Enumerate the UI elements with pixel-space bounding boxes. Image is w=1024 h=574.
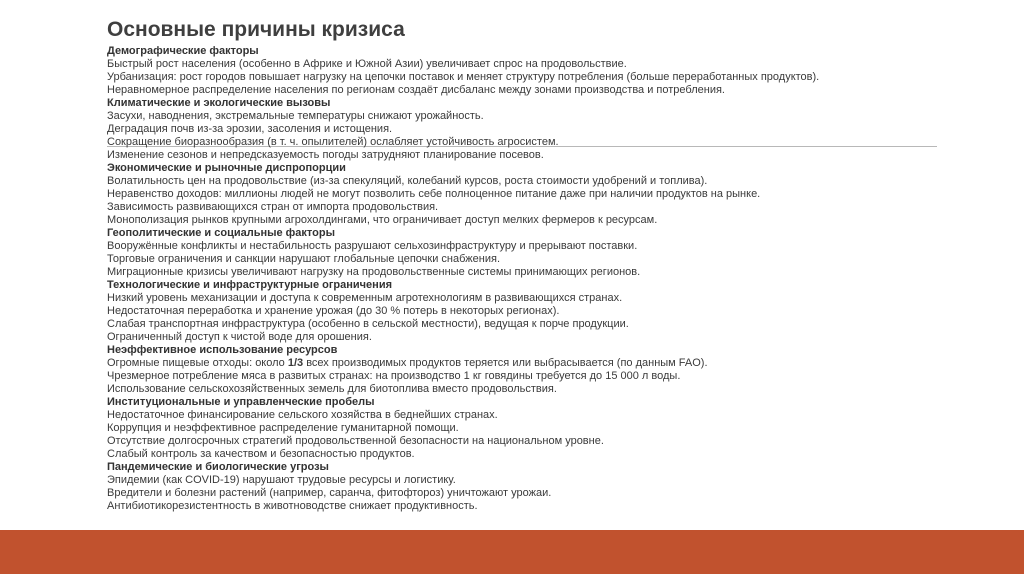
text-segment: Недостаточная переработка и хранение урожая (до 30 % потерь в некоторых регионах). xyxy=(107,305,560,317)
bullet-text xyxy=(107,136,947,149)
slide-body xyxy=(107,45,947,513)
section-heading: Экономические и рыночные диспропорции xyxy=(107,162,346,174)
text-segment: Эпидемии (как COVID-19) нарушают трудовые ресурсы и логистику. xyxy=(107,474,456,486)
bullet-text xyxy=(107,266,947,279)
text-segment: Неравномерное распределение населения по регионам создаёт дисбаланс между зонами производства и потребления. xyxy=(107,84,725,96)
bullet-text xyxy=(107,214,947,227)
section-heading: Неэффективное использование ресурсов xyxy=(107,344,338,356)
section-heading: Демографические факторы xyxy=(107,45,259,57)
bullet-text xyxy=(107,370,947,383)
slide-title: Основные причины кризиса xyxy=(107,18,405,41)
bullet-text xyxy=(107,487,947,500)
bullet-text xyxy=(107,123,947,136)
bullet-text xyxy=(107,357,947,370)
bullet-text xyxy=(107,58,947,71)
bullet-text xyxy=(107,188,947,201)
bullet-text xyxy=(107,422,947,435)
bullet-text xyxy=(107,448,947,461)
bullet-text xyxy=(107,240,947,253)
bullet-text xyxy=(107,435,947,448)
text-segment: Коррупция и неэффективное распределение гуманитарной помощи. xyxy=(107,422,459,434)
bullet-text xyxy=(107,383,947,396)
text-segment: Монополизация рынков крупными агрохолдингами, что ограничивает доступ мелких фермеров к ресурсам. xyxy=(107,214,658,226)
text-segment: Отсутствие долгосрочных стратегий продовольственной безопасности на национальном уровне. xyxy=(107,435,604,447)
text-segment: Засухи, наводнения, экстремальные температуры снижают урожайность. xyxy=(107,110,484,122)
text-segment: Недостаточное финансирование сельского хозяйства в беднейших странах. xyxy=(107,409,498,421)
text-segment: Торговые ограничения и санкции нарушают глобальные цепочки снабжения. xyxy=(107,253,501,265)
text-segment: Огромные пищевые отходы: около xyxy=(107,357,288,369)
section-heading: Технологические и инфраструктурные ограничения xyxy=(107,279,393,291)
text-segment: Миграционные кризисы увеличивают нагрузку на продовольственные системы принимающих регионов. xyxy=(107,266,641,278)
text-segment: всех производимых продуктов теряется или выбрасывается (по данным FAO). xyxy=(303,357,708,369)
text-segment: Урбанизация: рост городов повышает нагрузку на цепочки поставок и меняет структуру потребления (больше переработанных продуктов). xyxy=(107,71,820,83)
text-segment: Деградация почв из-за эрозии, засоления и истощения. xyxy=(107,123,393,135)
bullet-text xyxy=(107,305,947,318)
bullet-text xyxy=(107,331,947,344)
text-segment: Изменение сезонов и непредсказуемость погоды затрудняют планирование посевов. xyxy=(107,149,544,161)
text-segment: Быстрый рост населения (особенно в Африке и Южной Азии) увеличивает спрос на продовольствие. xyxy=(107,58,627,70)
section-heading: Институциональные и управленческие пробелы xyxy=(107,396,375,408)
section-heading: Пандемические и биологические угрозы xyxy=(107,461,329,473)
bullet-text xyxy=(107,318,947,331)
highlighted-value: 1/3 xyxy=(287,357,304,369)
bullet-text xyxy=(107,292,947,305)
text-segment: Слабый контроль за качеством и безопасностью продуктов. xyxy=(107,448,415,460)
text-segment: Зависимость развивающихся стран от импорта продовольствия. xyxy=(107,201,439,213)
text-segment: Антибиотикорезистентность в животноводстве снижает продуктивность. xyxy=(107,500,478,512)
section-heading: Геополитические и социальные факторы xyxy=(107,227,336,239)
bullet-text xyxy=(107,149,947,162)
text-segment: Чрезмерное потребление мяса в развитых странах: на производство 1 кг говядины требуется до 15 000 л воды. xyxy=(107,370,681,382)
text-segment: Ограниченный доступ к чистой воде для орошения. xyxy=(107,331,372,343)
text-segment: Низкий уровень механизации и доступа к современным агротехнологиям в развивающихся странах. xyxy=(107,292,623,304)
bullet-text xyxy=(107,474,947,487)
footer-band xyxy=(0,530,1024,574)
bullet-text xyxy=(107,500,947,513)
bullet-text xyxy=(107,110,947,123)
text-segment: Вредители и болезни растений (например, саранча, фитофтороз) уничтожают урожаи. xyxy=(107,487,552,499)
section-heading: Климатические и экологические вызовы xyxy=(107,97,331,109)
bullet-text xyxy=(107,71,947,84)
text-segment: Сокращение биоразнообразия (в т. ч. опылителей) ослабляет устойчивость агросистем. xyxy=(107,136,559,148)
bullet-text xyxy=(107,201,947,214)
bullet-text xyxy=(107,253,947,266)
bullet-text xyxy=(107,175,947,188)
bullet-text xyxy=(107,409,947,422)
text-segment: Использование сельскохозяйственных земель для биотоплива вместо продовольствия. xyxy=(107,383,557,395)
text-segment: Вооружённые конфликты и нестабильность разрушают сельхозинфраструктуру и прерывают поставки. xyxy=(107,240,638,252)
text-segment: Волатильность цен на продовольствие (из-за спекуляций, колебаний курсов, роста стоимости удобрений и топлива). xyxy=(107,175,708,187)
text-segment: Неравенство доходов: миллионы людей не могут позволить себе полноценное питание даже при наличии продуктов на рынке. xyxy=(107,188,761,200)
bullet-text xyxy=(107,84,947,97)
text-segment: Слабая транспортная инфраструктура (особенно в сельской местности), ведущая к порче продукции. xyxy=(107,318,629,330)
